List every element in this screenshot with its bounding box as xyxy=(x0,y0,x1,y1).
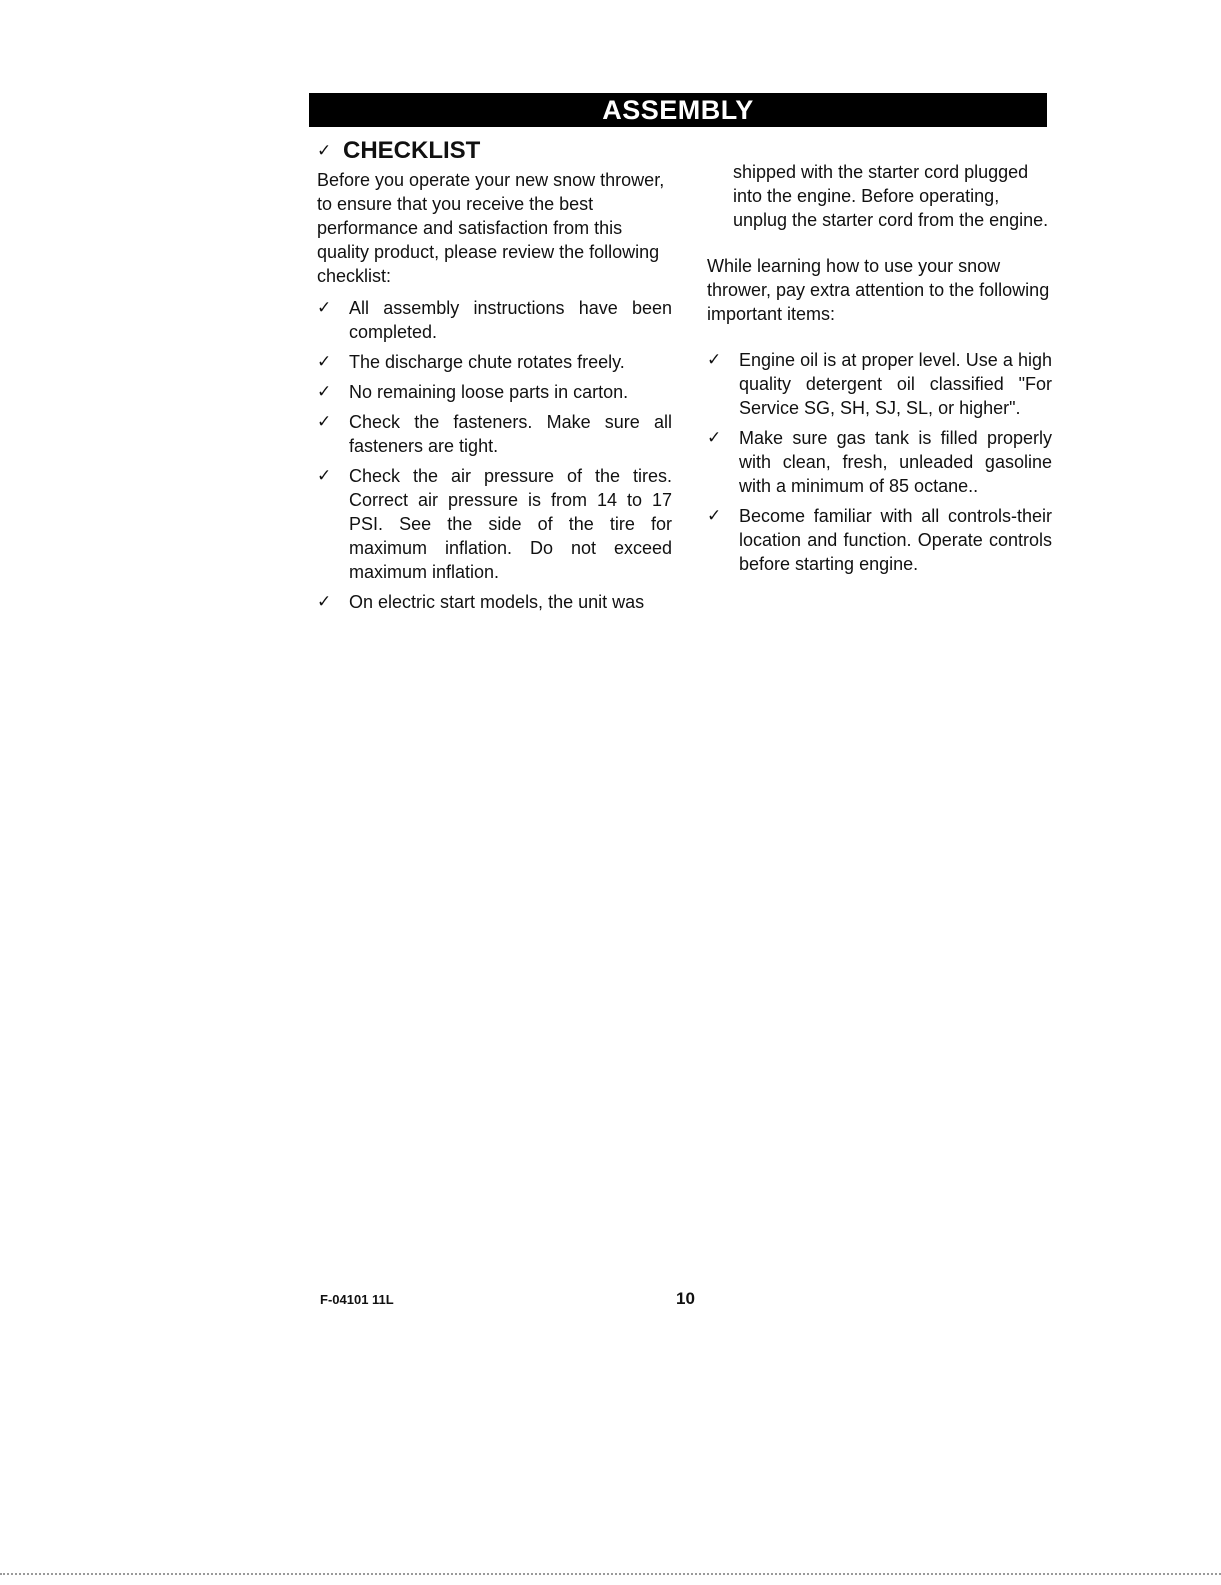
learning-intro: While learning how to use your snow thrower, pay extra attention to the following important items: xyxy=(707,256,1050,324)
checklist-heading xyxy=(317,136,672,166)
page-bottom-divider xyxy=(0,1573,1221,1577)
checklist-intro: Before you operate your new snow thrower, to ensure that you receive the best performance and satisfaction from this quality product, please review the following checklist: xyxy=(317,170,665,286)
right-column xyxy=(707,160,1052,582)
list-item-text: Become familiar with all controls-their location and function. Operate controls before starting engine. xyxy=(739,506,1052,574)
checkmark-icon: ✓ xyxy=(317,466,332,485)
list-item xyxy=(707,426,1052,498)
page-number: 10 xyxy=(676,1289,695,1308)
checkmark-icon: ✓ xyxy=(317,141,332,160)
document-code: F-04101 11L xyxy=(320,1292,394,1307)
left-column xyxy=(317,136,672,620)
list-item xyxy=(317,296,672,344)
list-item xyxy=(317,380,672,404)
list-item xyxy=(707,504,1052,576)
list-item xyxy=(707,348,1052,420)
checkmark-icon: ✓ xyxy=(707,350,722,369)
list-item-text: All assembly instructions have been completed. xyxy=(349,298,672,342)
list-item-text: Engine oil is at proper level. Use a high quality detergent oil classified "For Service SG, SH, SJ, SL, or higher". xyxy=(739,350,1052,418)
list-item xyxy=(317,350,672,374)
list-item-text: Make sure gas tank is filled properly with clean, fresh, unleaded gasoline with a minimum of 85 octane.. xyxy=(739,428,1052,496)
checkmark-icon: ✓ xyxy=(707,506,722,525)
checklist-continuation: shipped with the starter cord plugged into the engine. Before operating, unplug the starter cord from the engine. xyxy=(733,162,1049,230)
list-item-text: No remaining loose parts in carton. xyxy=(349,382,629,402)
checkmark-icon: ✓ xyxy=(317,298,332,317)
list-item-text: Check the air pressure of the tires. Correct air pressure is from 14 to 17 PSI. See the side of the tire for maximum inflation. Do not exceed maximum inflation. xyxy=(349,466,672,582)
list-item-text: On electric start models, the unit was xyxy=(349,592,645,612)
list-item-text: Check the fasteners. Make sure all fasteners are tight. xyxy=(349,412,672,456)
list-item-text: The discharge chute rotates freely. xyxy=(349,352,625,372)
checkmark-icon: ✓ xyxy=(317,352,332,371)
checkmark-icon: ✓ xyxy=(317,382,332,401)
list-item xyxy=(317,410,672,458)
checkmark-icon: ✓ xyxy=(317,412,332,431)
checkmark-icon: ✓ xyxy=(707,428,722,447)
checklist-items xyxy=(317,296,672,614)
section-banner: ASSEMBLY xyxy=(309,93,1047,127)
list-item xyxy=(317,464,672,584)
checkmark-icon: ✓ xyxy=(317,592,332,611)
checklist-heading-label: CHECKLIST xyxy=(343,137,481,164)
list-item xyxy=(317,590,672,614)
important-items xyxy=(707,348,1052,576)
